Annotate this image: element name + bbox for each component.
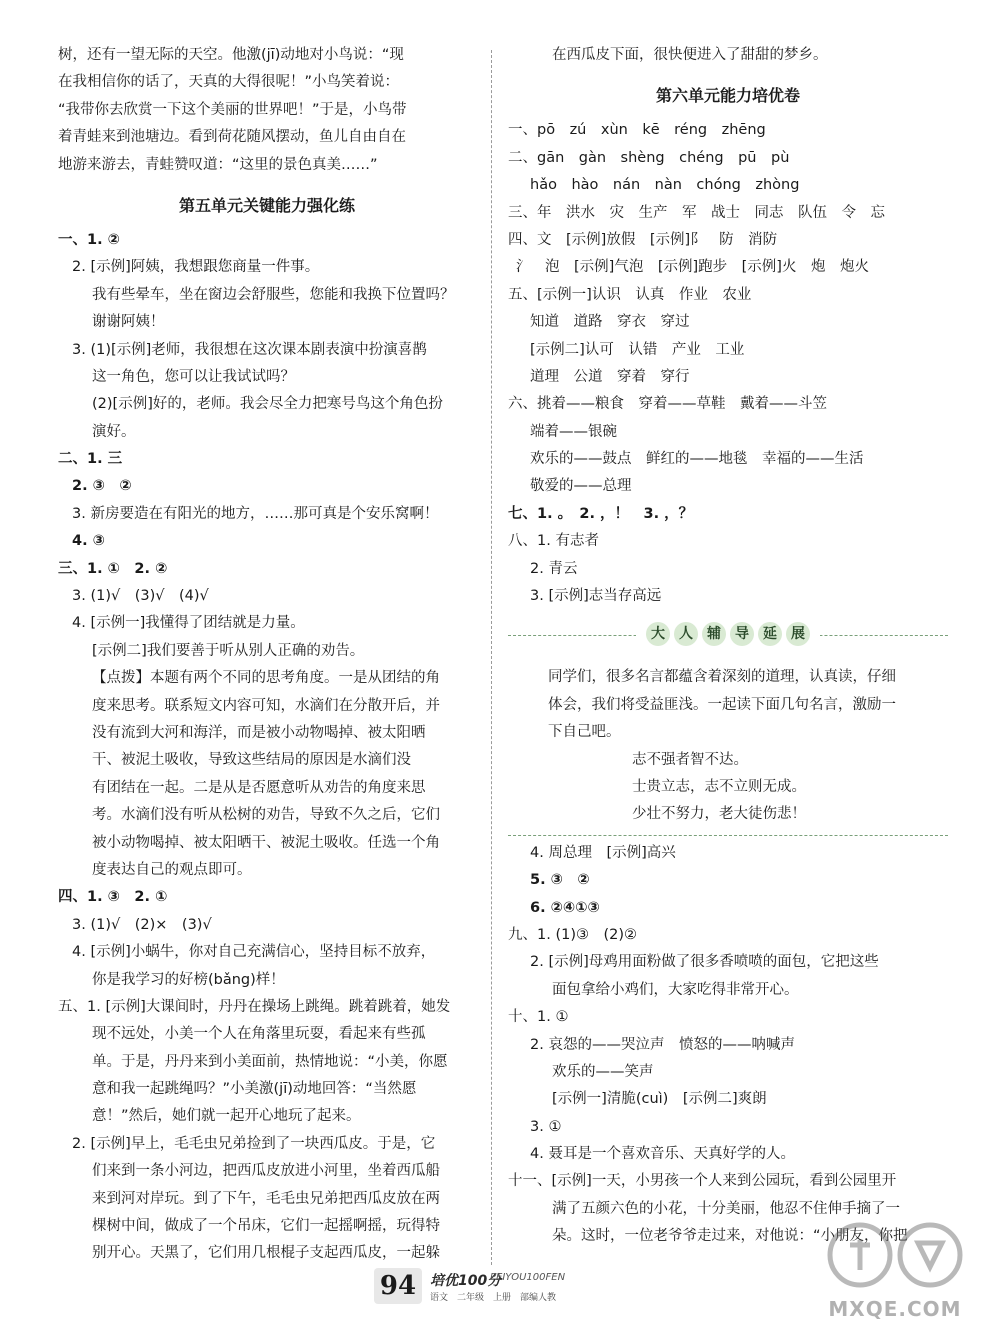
- answer-line: 3. (1)√ (2)× (3)√: [72, 916, 212, 933]
- answer-line: 现不远处，小美一个人在角落里玩耍，看起来有些孤: [92, 1026, 426, 1043]
- answer-line: 十一、[示例]一天，小男孩一个人来到公园玩，看到公园里开: [508, 1173, 897, 1190]
- answer-line: 欢乐的——鼓点 鲜红的——地毯 幸福的——生活: [530, 451, 864, 468]
- answer-line: 五、1. [示例]大课间时，丹丹在操场上跳绳。跳着跳着，她发: [58, 998, 451, 1015]
- answer-line: 五、[示例一]认识 认真 作业 农业: [508, 286, 752, 303]
- text-line: 在我相信你的话了，天真的大得很呢！”小鸟笑着说：: [58, 74, 400, 91]
- answer-line: 四、1. ③ 2. ①: [58, 889, 168, 906]
- answer-line: 4. [示例一]我懂得了团结就是力量。: [72, 615, 305, 632]
- answer-line: 考。水滴们没有听从松树的劝告，导致不久之后，它们: [92, 807, 440, 824]
- answer-line: 单。于是，丹丹来到小美面前，热情地说：“小美，你愿: [92, 1053, 448, 1070]
- extension-text: 同学们，很多名言都蕴含着深刻的道理，认真读，仔细: [548, 669, 896, 686]
- answer-line: 3. ①: [530, 1118, 562, 1135]
- answer-line: 二、gān gàn shèng chéng pū pù: [508, 149, 790, 166]
- answer-line: [示例二]认可 认错 产业 工业: [530, 341, 745, 358]
- extension-text: 体会，我们将受益匪浅。一起读下面几句名言，激励一: [548, 696, 896, 713]
- extension-title-char: 导: [730, 622, 754, 646]
- answer-line: 这一角色，您可以让我试试吗？: [92, 368, 295, 385]
- section-heading: 第六单元能力培优卷: [655, 86, 800, 106]
- extension-title-char: 展: [786, 622, 810, 646]
- extension-title: [636, 622, 820, 646]
- answer-line: 满了五颜六色的小花，十分美丽，他忍不住伸手摘了一: [552, 1200, 900, 1217]
- answer-line: 3. [示例]志当存高远: [530, 588, 662, 605]
- quote-line: 士贵立志，志不立则无成。: [632, 778, 806, 795]
- answer-line: 2. ③ ②: [72, 478, 132, 495]
- answer-line: 2. [示例]阿姨，我想跟您商量一件事。: [72, 259, 320, 276]
- extension-header: [508, 614, 948, 658]
- answer-line: 4. 聂耳是一个喜欢音乐、天真好学的人。: [530, 1146, 795, 1163]
- answer-line: [示例二]我们要善于听从别人正确的劝告。: [92, 642, 365, 659]
- left-column: [58, 42, 476, 1268]
- answer-line: 三、年 洪水 灾 生产 军 战士 同志 队伍 令 忘: [508, 204, 885, 221]
- answer-line: 有团结在一起。二是从是否愿意听从劝告的角度来思: [92, 779, 426, 796]
- answer-line: 端着——银碗: [530, 423, 617, 440]
- extension-text: 下自己吧。: [548, 724, 621, 741]
- text-line: 地游来游去，青蛙赞叹道：“这里的景色真美……”: [58, 156, 378, 173]
- text-line: “我带你去欣赏一下这个美丽的世界吧！”于是，小鸟带: [58, 101, 407, 118]
- answer-line: 氵 泡 [示例]气泡 [示例]跑步 [示例]火 炮 炮火: [516, 259, 869, 276]
- answer-line: 没有流到大河和海洋，而是被小动物喝掉、被太阳晒: [92, 724, 426, 741]
- answer-line: 5. ③ ②: [530, 872, 590, 889]
- answer-line: 度来思考。联系短文内容可知，水滴们在分散开后，并: [92, 697, 440, 714]
- answer-line: 2. [示例]早上，毛毛虫兄弟捡到了一块西瓜皮。于是，它: [72, 1135, 436, 1152]
- answer-line: (2)[示例]好的，老师。我会尽全力把寒号鸟这个角色扮: [92, 396, 443, 413]
- answer-line: 3. (1)√ (3)√ (4)√: [72, 588, 209, 605]
- answer-line: 3. (1)[示例]老师，我很想在这次课本剧表演中扮演喜鹊: [72, 341, 427, 358]
- answer-line: 4. ③: [72, 533, 105, 550]
- answer-line: 4. [示例]小蜗牛，你对自己充满信心，坚持目标不放弃，: [72, 944, 436, 961]
- extension-title-char: 延: [758, 622, 782, 646]
- section-heading: 第五单元关键能力强化练: [178, 195, 355, 215]
- answer-line: 你是我学习的好榜(bǎng)样！: [92, 971, 285, 988]
- page-number: 94: [374, 1268, 422, 1304]
- quote-line: 志不强者智不达。: [632, 751, 748, 768]
- answer-line: 一、pō zú xùn kē réng zhēng: [508, 122, 766, 139]
- answer-line: 二、1. 三: [58, 451, 123, 468]
- answer-line: 演好。: [92, 423, 136, 440]
- answer-line: 三、1. ① 2. ②: [58, 560, 168, 577]
- watermark: [820, 1215, 970, 1325]
- answer-line: 十、1. ①: [508, 1009, 569, 1026]
- answer-line: 朵。这时，一位老爷爷走过来，对他说：“小朋友，你把: [552, 1228, 908, 1245]
- answer-line: 【点拨】本题有两个不同的思考角度。一是从团结的角: [92, 670, 440, 687]
- answer-line: 意！”然后，她们就一起开心地玩了起来。: [92, 1108, 361, 1125]
- answer-line: 来到河对岸玩。到了下午，毛毛虫兄弟把西瓜皮放在两: [92, 1190, 440, 1207]
- column-divider: [491, 50, 492, 1265]
- answer-line: [示例一]清脆(cuì) [示例二]爽朗: [552, 1091, 767, 1108]
- answer-line: 敬爱的——总理: [530, 478, 632, 495]
- watermark-text: MXQE.COM: [828, 1297, 962, 1321]
- page-footer: [360, 1268, 650, 1308]
- answer-line: 2. 哀怨的——哭泣声 愤怒的——呐喊声: [530, 1036, 795, 1053]
- quote-line: 少壮不努力，老大徒伤悲！: [632, 806, 806, 823]
- extension-box: [508, 614, 948, 835]
- extension-title-char: 大: [646, 622, 670, 646]
- answer-line: 九、1. (1)③ (2)②: [508, 926, 638, 943]
- answer-line: 六、挑着——粮食 穿着——草鞋 戴着——斗笠: [508, 396, 827, 413]
- answer-line: 七、1. 。 2. ，！ 3. ，？: [508, 505, 694, 522]
- answer-line: 被小动物喝掉、被太阳晒干、被泥土吸收。任选一个角: [92, 834, 440, 851]
- right-column: [508, 42, 948, 1251]
- text-line: 着青蛙来到池塘边。看到荷花随风摆动，鱼儿自由自在: [58, 129, 406, 146]
- answer-line: 度表达自己的观点即可。: [92, 861, 252, 878]
- answer-line: 们来到一条小河边，把西瓜皮放进小河里，坐着西瓜船: [92, 1163, 440, 1180]
- answer-line: 欢乐的——笑声: [552, 1063, 654, 1080]
- extension-title-char: 人: [674, 622, 698, 646]
- text-line: 树，还有一望无际的天空。他激(jī)动地对小鸟说：“现: [58, 47, 404, 63]
- answer-line: 我有些晕车，坐在窗边会舒服些，您能和我换下位置吗？: [92, 286, 455, 303]
- answer-line: 一、1. ②: [58, 231, 120, 248]
- answer-line: 道理 公道 穿着 穿行: [530, 368, 690, 385]
- answer-line: 2. [示例]母鸡用面粉做了很多香喷喷的面包，它把这些: [530, 954, 879, 971]
- answer-line: 2. 青云: [530, 560, 578, 577]
- answer-line: 知道 道路 穿衣 穿过: [530, 314, 690, 331]
- answer-line: 谢谢阿姨！: [92, 314, 165, 331]
- book-info: 语文 二年级 上册 部编人教: [430, 1293, 557, 1303]
- answer-line: 3. 新房要造在有阳光的地方，……那可真是个安乐窝啊！: [72, 505, 439, 522]
- answer-line: 四、文 [示例]放假 [示例]阝 防 消防: [508, 231, 778, 248]
- extension-title-char: 辅: [702, 622, 726, 646]
- answer-line: 面包拿给小鸡们，大家吃得非常开心。: [552, 981, 799, 998]
- answer-line: 6. ②④①③: [530, 899, 600, 916]
- brand-logo: 培优100分: [430, 1273, 502, 1289]
- answer-line: 别开心。天黑了，它们用几根棍子支起西瓜皮，一起躲: [92, 1245, 440, 1262]
- answer-line: 棵树中间，做成了一个吊床，它们一起摇啊摇，玩得特: [92, 1218, 440, 1235]
- answer-line: 干、被泥土吸收，导致这些结局的原因是水滴们没: [92, 752, 411, 769]
- answer-line: 八、1. 有志者: [508, 533, 599, 550]
- answer-line: 4. 周总理 [示例]高兴: [530, 844, 676, 861]
- text-line: 在西瓜皮下面，很快便进入了甜甜的梦乡。: [552, 47, 828, 63]
- watermark-logo-icon: [820, 1215, 970, 1295]
- answer-line: hǎo hào nán nàn chóng zhòng: [530, 177, 800, 194]
- brand-name-en: PEIYOU100FEN: [490, 1272, 566, 1283]
- answer-line: 意和我一起跳绳吗？”小美激(jī)动地回答：“当然愿: [92, 1081, 417, 1098]
